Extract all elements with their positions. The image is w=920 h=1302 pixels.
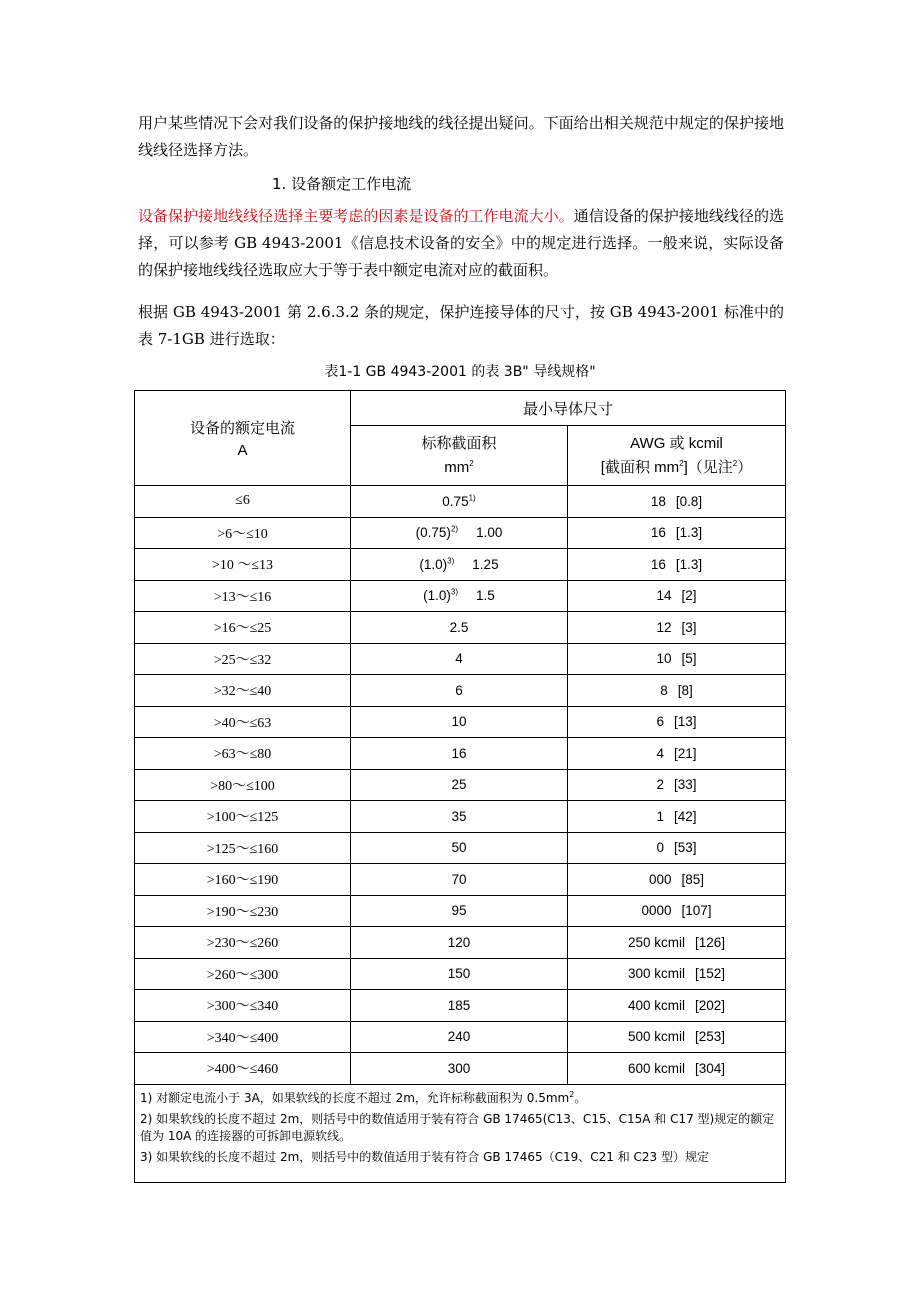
table-row	[135, 1021, 786, 1053]
area-value: 6	[455, 682, 463, 698]
cell-rated-current: >13～≤16	[135, 580, 351, 612]
awg-area-mm: [126]	[695, 934, 726, 950]
area-value: 150	[447, 966, 471, 982]
awg-value: 10	[656, 651, 672, 667]
cell-rated-current: >10 ～≤13	[135, 549, 351, 581]
area-value: 10	[451, 714, 467, 730]
cell-awg	[568, 1021, 786, 1053]
awg-area-mm: [152]	[695, 966, 726, 982]
awg-area-mm: [5]	[681, 651, 697, 667]
cell-rated-current: >260～≤300	[135, 958, 351, 990]
table-row	[135, 769, 786, 801]
cell-nominal-area	[351, 549, 568, 581]
awg-area-sup: 2	[679, 458, 684, 468]
awg-area-mm: [13]	[674, 714, 697, 730]
table-row	[135, 927, 786, 959]
area-value-note: 1)	[468, 493, 476, 503]
table-row	[135, 958, 786, 990]
cell-awg	[568, 612, 786, 644]
table-caption: 表1-1 GB 4943-2001 的表 3B" 导线规格"	[324, 364, 596, 380]
table-row	[135, 864, 786, 896]
awg-note-text: ]（见注	[683, 458, 733, 476]
area-value: 1.00	[476, 525, 503, 541]
awg-note-close: ）	[737, 458, 753, 476]
area-value: 0.75	[442, 493, 469, 509]
intro-paragraph: 用户某些情况下会对我们设备的保护接地线的线径提出疑问。下面给出相关规范中规定的保护接地线线径选择方法。	[138, 114, 784, 159]
area-value: 70	[451, 871, 467, 887]
highlighted-sentence: 设备保护接地线线径选择主要考虑的因素是设备的工作电流大小。	[138, 207, 574, 225]
awg-value: 6	[656, 714, 664, 730]
note-3: 3) 如果软线的长度不超过 2m，则括号中的数值适用于装有符合 GB 17465（C19、C21 和 C23 型）规定	[140, 1149, 709, 1164]
cell-nominal-area	[351, 580, 568, 612]
awg-value: 12	[656, 619, 672, 635]
area-value: 1.25	[472, 556, 499, 572]
area-alt-value: (1.0)	[423, 588, 451, 604]
cell-rated-current: >190～≤230	[135, 895, 351, 927]
cell-nominal-area	[351, 675, 568, 707]
note-1-text: 1) 对额定电流小于 3A，如果软线的长度不超过 2m，允许标称截面积为 0.5mm	[140, 1090, 570, 1105]
header-nominal-area-label: 标称截面积	[421, 434, 497, 452]
cell-nominal-area	[351, 927, 568, 959]
awg-area-mm: [85]	[681, 871, 705, 887]
table-row	[135, 706, 786, 738]
table-row	[135, 801, 786, 833]
cell-rated-current: >100～≤125	[135, 801, 351, 833]
cell-nominal-area	[351, 1053, 568, 1085]
cell-awg	[568, 706, 786, 738]
note-2: 2) 如果软线的长度不超过 2m，则括号中的数值适用于装有符合 GB 17465(C13、C15、C15A 和 C17 型)规定的额定值为 10A 的连接器的可拆卸电源软线。	[140, 1111, 775, 1143]
awg-value: 500 kcmil	[627, 1029, 685, 1045]
cell-nominal-area	[351, 1021, 568, 1053]
awg-area-mm: [1.3]	[675, 556, 703, 572]
table-notes-row	[135, 1084, 786, 1182]
cell-nominal-area	[351, 895, 568, 927]
note-1	[140, 1090, 780, 1107]
cell-awg	[568, 927, 786, 959]
cell-awg	[568, 832, 786, 864]
awg-value: 000	[648, 871, 672, 887]
wire-spec-table	[134, 390, 786, 1183]
cell-awg	[568, 738, 786, 770]
cell-awg	[568, 486, 786, 518]
cell-rated-current: >25～≤32	[135, 643, 351, 675]
cell-rated-current: >230～≤260	[135, 927, 351, 959]
area-alt-value: (1.0)	[419, 556, 448, 572]
cell-rated-current: >80～≤100	[135, 769, 351, 801]
cell-rated-current: ≤6	[135, 486, 351, 518]
area-value: 120	[447, 934, 471, 950]
table-row	[135, 580, 786, 612]
area-value: 4	[455, 651, 463, 667]
cell-awg	[568, 1053, 786, 1085]
cell-awg	[568, 549, 786, 581]
cell-nominal-area	[351, 864, 568, 896]
cell-rated-current: >340～≤400	[135, 1021, 351, 1053]
awg-value: 600 kcmil	[627, 1060, 685, 1076]
header-nominal-area-unit	[351, 456, 567, 480]
awg-value: 4	[656, 745, 664, 761]
cell-awg	[568, 990, 786, 1022]
awg-value: 0	[656, 840, 664, 856]
header-rated-current	[135, 391, 351, 486]
table-row	[135, 612, 786, 644]
awg-value: 18	[650, 493, 666, 509]
cell-awg	[568, 769, 786, 801]
cell-rated-current: >40～≤63	[135, 706, 351, 738]
cell-rated-current: >6～≤10	[135, 517, 351, 549]
cell-nominal-area	[351, 706, 568, 738]
awg-value: 8	[660, 682, 668, 698]
cell-rated-current: >300～≤340	[135, 990, 351, 1022]
cell-nominal-area	[351, 517, 568, 549]
table-row	[135, 675, 786, 707]
awg-value: 16	[650, 556, 666, 572]
table-row	[135, 517, 786, 549]
table-notes	[135, 1084, 786, 1182]
header-awg	[568, 426, 786, 486]
cell-nominal-area	[351, 832, 568, 864]
cell-nominal-area	[351, 990, 568, 1022]
selection-paragraph-rest: 通信设备的保护接地线线径的选择，可以参考 GB 4943-2001《信息技术设备的安全》中的规定进行选择。一般来说，实际设备的保护接地线线径选取应大于等于表中额定电流对应的截面积。	[138, 207, 784, 279]
awg-area-mm: [1.3]	[675, 525, 703, 541]
table-row	[135, 738, 786, 770]
awg-area-mm: [304]	[695, 1060, 726, 1076]
header-awg-area	[568, 456, 785, 480]
cell-awg	[568, 675, 786, 707]
awg-value: 16	[650, 525, 666, 541]
awg-area-mm: [0.8]	[675, 493, 703, 509]
cell-nominal-area	[351, 958, 568, 990]
cell-nominal-area	[351, 643, 568, 675]
table-row	[135, 486, 786, 518]
cell-nominal-area	[351, 738, 568, 770]
area-alt-note: 3)	[450, 587, 459, 597]
awg-area-mm: [3]	[681, 619, 697, 635]
area-value: 95	[451, 903, 467, 919]
header-nominal-area	[351, 426, 568, 486]
area-alt-value: (0.75)	[415, 525, 451, 541]
table-row	[135, 990, 786, 1022]
cell-awg	[568, 801, 786, 833]
cell-nominal-area	[351, 801, 568, 833]
awg-area-mm: [8]	[677, 682, 693, 698]
awg-area-mm: [42]	[674, 808, 697, 824]
area-alt-note: 2)	[450, 524, 459, 534]
area-value: 2.5	[449, 619, 469, 635]
awg-area-mm: [202]	[695, 997, 726, 1013]
cell-rated-current: >400～≤460	[135, 1053, 351, 1085]
header-min-conductor-size: 最小导体尺寸	[351, 391, 786, 426]
area-value: 25	[451, 777, 467, 793]
awg-value: 0000	[641, 903, 672, 919]
standard-reference-paragraph: 根据 GB 4943-2001 第 2.6.3.2 条的规定，保护连接导体的尺寸，按 GB 4943-2001 标准中的表 7-1GB 进行选取：	[138, 303, 784, 348]
cell-awg	[568, 517, 786, 549]
unit-mm: mm	[444, 458, 470, 476]
note-1-sup: 2	[569, 1089, 575, 1099]
table-header-row	[135, 391, 786, 426]
area-value: 50	[451, 840, 467, 856]
area-value: 1.5	[476, 588, 495, 604]
awg-value: 14	[656, 588, 672, 604]
awg-value: 400 kcmil	[627, 997, 685, 1013]
unit-sup: 2	[469, 458, 474, 468]
table-row	[135, 549, 786, 581]
cell-nominal-area	[351, 486, 568, 518]
cell-awg	[568, 895, 786, 927]
table-row	[135, 643, 786, 675]
area-value: 240	[447, 1029, 471, 1045]
cell-nominal-area	[351, 769, 568, 801]
table-row	[135, 832, 786, 864]
area-alt-note: 3)	[447, 556, 455, 566]
awg-area-text: [截面积 mm	[600, 458, 680, 476]
awg-value: 250 kcmil	[627, 934, 685, 950]
selection-paragraph	[138, 203, 784, 284]
awg-value: 1	[656, 808, 664, 824]
header-rated-current-label: 设备的额定电流	[189, 420, 295, 437]
awg-area-mm: [21]	[674, 745, 697, 761]
awg-area-mm: [33]	[674, 777, 697, 793]
awg-area-mm: [53]	[674, 840, 697, 856]
cell-awg	[568, 864, 786, 896]
area-value: 35	[451, 808, 467, 824]
area-value: 185	[447, 997, 471, 1013]
table-row	[135, 895, 786, 927]
cell-rated-current: >63～≤80	[135, 738, 351, 770]
cell-awg	[568, 643, 786, 675]
cell-rated-current: >125～≤160	[135, 832, 351, 864]
note-1-end: 。	[574, 1090, 587, 1105]
awg-area-mm: [2]	[681, 588, 697, 604]
area-value: 300	[447, 1060, 471, 1076]
cell-awg	[568, 958, 786, 990]
cell-awg	[568, 580, 786, 612]
cell-rated-current: >160～≤190	[135, 864, 351, 896]
cell-rated-current: >16～≤25	[135, 612, 351, 644]
awg-value: 300 kcmil	[627, 966, 685, 982]
awg-note-sup: 2	[732, 458, 738, 468]
cell-nominal-area	[351, 612, 568, 644]
table-row	[135, 1053, 786, 1085]
header-rated-current-unit: A	[237, 442, 248, 459]
awg-area-mm: [253]	[695, 1029, 726, 1045]
header-awg-label: AWG 或 kcmil	[630, 434, 723, 452]
area-value: 16	[451, 745, 467, 761]
section-heading: 1. 设备额定工作电流	[272, 175, 412, 193]
cell-rated-current: >32～≤40	[135, 675, 351, 707]
awg-value: 2	[656, 777, 664, 793]
awg-area-mm: [107]	[681, 903, 712, 919]
